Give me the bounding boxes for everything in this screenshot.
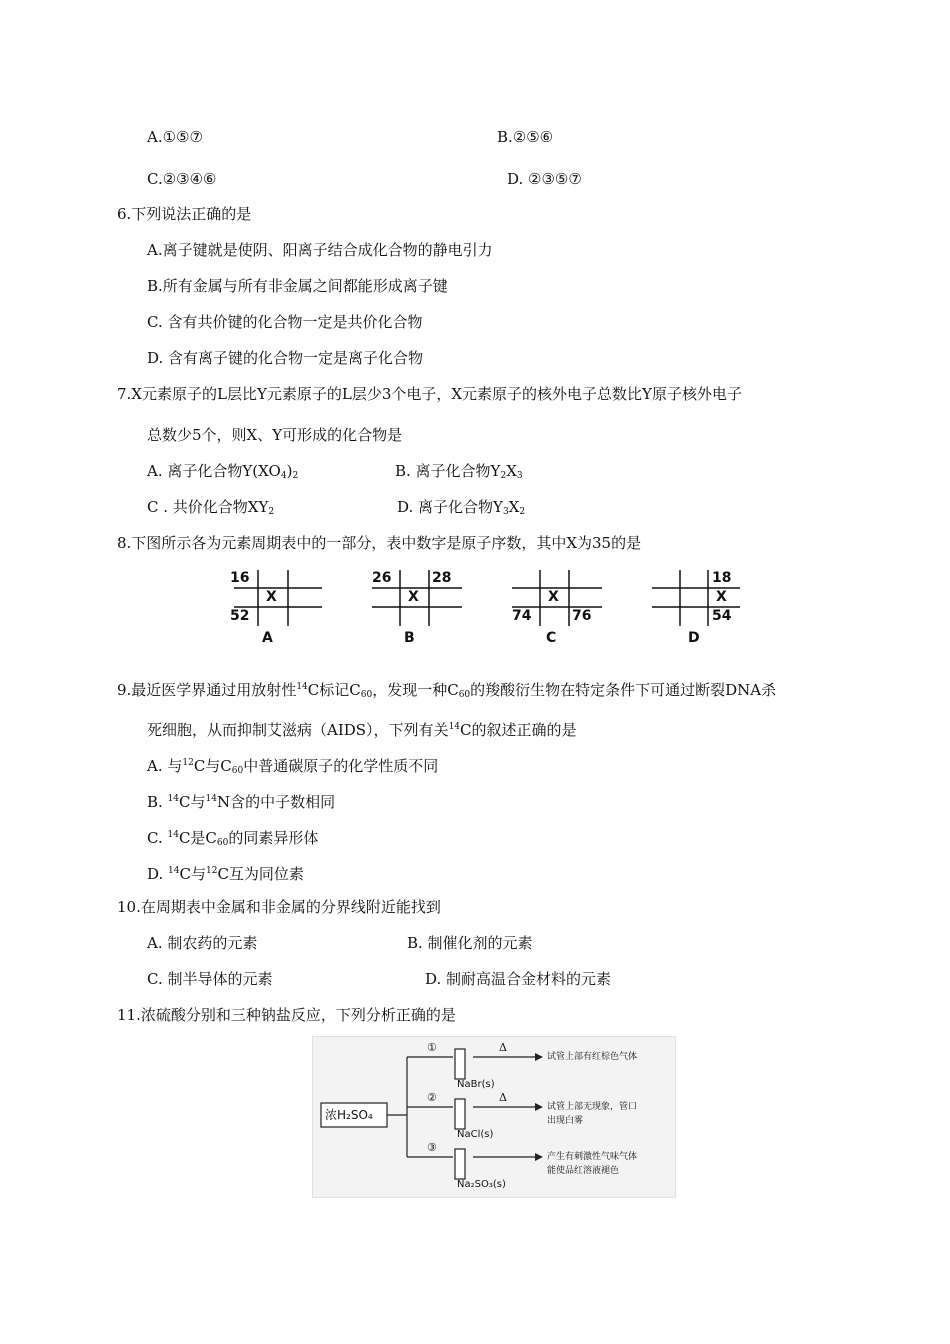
tube-1-salt: NaBr(s) <box>457 1079 495 1090</box>
q8-table-a <box>226 568 326 650</box>
tube-3-result-line2: 能使品红溶液褪色 <box>547 1166 620 1176</box>
table-a-bottom-left: 52 <box>230 608 250 624</box>
q7-option-d: D. 离子化合物$Y_3X_2$ <box>397 498 526 517</box>
q9-stem-line2: 死细胞，从而抑制艾滋病（AIDS），下列有关$^{14}$C的叙述正确的是 <box>147 721 577 739</box>
table-b-top-right: 28 <box>432 570 452 586</box>
q7-stem-line1: 7.X元素原子的L层比Y元素原子的L层少3个电子，X元素原子的核外电子总数比Y原子核外电子 <box>117 385 742 403</box>
q10-stem: 10.在周期表中金属和非金属的分界线附近能找到 <box>117 898 441 916</box>
q8-table-d <box>652 568 752 650</box>
q7-option-b: B. 离子化合物$Y_2X_3$ <box>395 462 523 481</box>
table-c-bottom-right: 76 <box>572 608 592 624</box>
q5-option-d: D. ②③⑤⑦ <box>507 170 582 188</box>
q11-apparatus-figure <box>312 1036 676 1198</box>
table-d-top-right: 18 <box>712 570 732 586</box>
table-b-caption: B <box>404 630 415 646</box>
q11-stem: 11.浓硫酸分别和三种钠盐反应，下列分析正确的是 <box>117 1006 456 1024</box>
table-a-top-left: 16 <box>230 570 250 586</box>
q9-option-c: C. $^{14}$C是$C_{60}$的同素异形体 <box>147 829 319 848</box>
table-c-bottom-left: 74 <box>512 608 532 624</box>
q6-stem: 6.下列说法正确的是 <box>117 205 252 223</box>
tube-2-result-line2: 出现白雾 <box>547 1116 584 1126</box>
q6-option-d: D. 含有离子键的化合物一定是离子化合物 <box>147 349 424 367</box>
table-d-grid <box>652 568 752 628</box>
q6-option-a: A.离子键就是使阴、阳离子结合成化合物的静电引力 <box>147 241 493 259</box>
table-a-center: X <box>266 589 277 605</box>
tube-3-salt: Na₂SO₃(s) <box>457 1179 506 1190</box>
table-b-center: X <box>408 589 419 605</box>
tube-2-number: ② <box>427 1091 437 1104</box>
tube-3-result-line1: 产生有刺激性气味气体 <box>547 1152 638 1162</box>
table-d-center: X <box>716 589 727 605</box>
q9-stem-line1: 9.最近医学界通过用放射性$^{14}$C标记$C_{60}$，发现一种$C_{60}$的羧酸衍生物在特定条件下可通过断裂DNA杀 <box>117 681 777 700</box>
table-c-center: X <box>548 589 559 605</box>
table-a-caption: A <box>262 630 273 646</box>
table-d-caption: D <box>688 630 700 646</box>
tube-1-number: ① <box>427 1041 437 1054</box>
tube-1-heat: Δ <box>499 1041 507 1054</box>
q5-option-a: A.①⑤⑦ <box>147 128 203 146</box>
q8-stem: 8.下图所示各为元素周期表中的一部分，表中数字是原子序数，其中X为35的是 <box>117 534 642 552</box>
q7-option-c: C . 共价化合物$XY_2$ <box>147 498 275 517</box>
tube-2-salt: NaCl(s) <box>457 1129 494 1140</box>
q5-option-c: C.②③④⑥ <box>147 170 217 188</box>
q6-option-b: B.所有金属与所有非金属之间都能形成离子键 <box>147 277 448 295</box>
reagent-label: 浓H₂SO₄ <box>325 1108 373 1122</box>
q9-option-d: D. $^{14}$C与$^{12}$C互为同位素 <box>147 865 304 883</box>
tube-2-heat: Δ <box>499 1091 507 1104</box>
table-b-top-left: 26 <box>372 570 392 586</box>
q6-option-c: C. 含有共价键的化合物一定是共价化合物 <box>147 313 423 331</box>
q10-option-d: D. 制耐高温合金材料的元素 <box>425 970 612 988</box>
q10-option-c: C. 制半导体的元素 <box>147 970 273 988</box>
q9-option-a: A. 与$^{12}$C与$C_{60}$中普通碳原子的化学性质不同 <box>147 757 439 776</box>
q7-option-a: A. 离子化合物$Y(XO_4)_2$ <box>147 462 299 481</box>
q9-option-b: B. $^{14}$C与$^{14}$N含的中子数相同 <box>147 793 336 811</box>
q5-option-b: B.②⑤⑥ <box>497 128 554 146</box>
tube-1-result: 试管上部有红棕色气体 <box>547 1052 638 1062</box>
tube-2-result-line1: 试管上部无现象，管口 <box>547 1102 638 1112</box>
table-c-caption: C <box>546 630 557 646</box>
tube-3-number: ③ <box>427 1141 437 1154</box>
q10-option-a: A. 制农药的元素 <box>147 934 258 952</box>
q8-table-c <box>510 568 610 650</box>
q10-option-b: B. 制催化剂的元素 <box>407 934 533 952</box>
q8-table-b <box>370 568 470 650</box>
table-d-bottom-right: 54 <box>712 608 732 624</box>
q7-stem-line2: 总数少5个，则X、Y可形成的化合物是 <box>147 426 403 444</box>
